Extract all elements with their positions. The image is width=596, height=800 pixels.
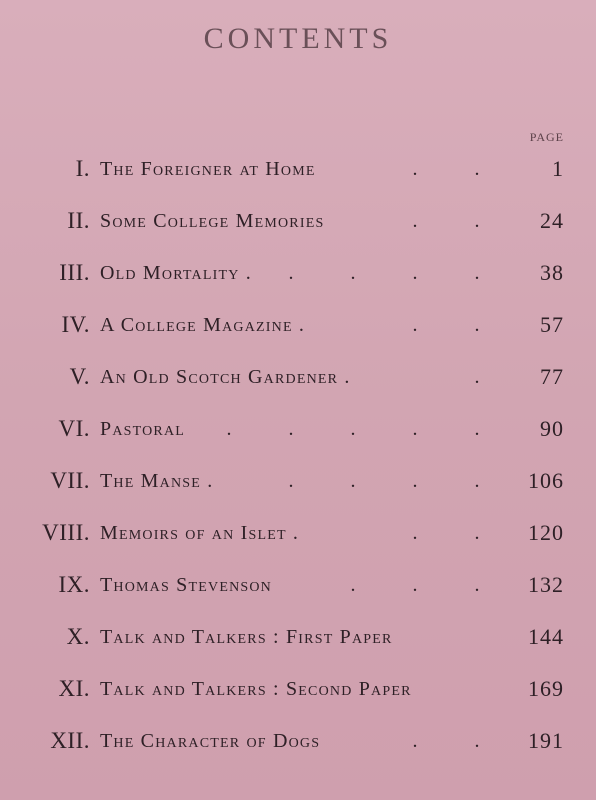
toc-entry[interactable] (0, 722, 596, 762)
page-title: CONTENTS (203, 22, 393, 55)
leader-dots: . . . . (288, 470, 480, 492)
chapter-number: XII. (50, 728, 90, 753)
leader-dots: . . (412, 522, 480, 544)
leader-dots: . . (412, 730, 480, 752)
leader-dots: . . . . . (226, 418, 480, 440)
toc-entry[interactable] (0, 514, 596, 554)
page-number: 106 (528, 468, 564, 493)
toc-entry[interactable] (0, 566, 596, 606)
page-number: 1 (552, 156, 564, 181)
chapter-title: Thomas Stevenson (100, 574, 272, 596)
toc-entry[interactable] (0, 202, 596, 242)
chapter-title: Memoirs of an Islet . (100, 522, 300, 544)
chapter-title: The Manse . (100, 470, 214, 492)
page-number: 132 (528, 572, 564, 597)
chapter-title: Talk and Talkers : First Paper (100, 626, 393, 648)
chapter-title: Old Mortality . (100, 262, 252, 284)
chapter-number: IV. (61, 312, 90, 337)
chapter-number: IX. (58, 572, 90, 597)
chapter-number: I. (75, 156, 90, 181)
chapter-number: III. (59, 260, 90, 285)
leader-dots: . . (412, 314, 480, 336)
toc-entry[interactable] (0, 150, 596, 190)
leader-dots: . (474, 366, 480, 388)
page-number: 120 (528, 520, 564, 545)
chapter-number: X. (66, 624, 90, 649)
page-number: 77 (540, 364, 564, 389)
chapter-number: II. (67, 208, 90, 233)
toc-entry[interactable] (0, 358, 596, 398)
toc-entry[interactable] (0, 462, 596, 502)
toc-entry[interactable] (0, 410, 596, 450)
chapter-title: The Character of Dogs (100, 730, 321, 752)
chapter-number: V. (69, 364, 90, 389)
page-number: 90 (540, 416, 564, 441)
toc-entry[interactable] (0, 254, 596, 294)
page-number: 191 (528, 728, 564, 753)
chapter-number: VIII. (42, 520, 90, 545)
page-number: 57 (540, 312, 564, 337)
page-number: 24 (540, 208, 564, 233)
chapter-title: A College Magazine . (100, 314, 306, 336)
chapter-title: The Foreigner at Home (100, 158, 316, 180)
toc-entry[interactable] (0, 306, 596, 346)
page-number: 144 (528, 624, 564, 649)
page-number: 169 (528, 676, 564, 701)
toc-entry[interactable] (0, 670, 596, 710)
chapter-title: Talk and Talkers : Second Paper (100, 678, 412, 700)
chapter-number: VII. (50, 468, 90, 493)
chapter-title: Some College Memories (100, 210, 325, 232)
leader-dots: . . . . (288, 262, 480, 284)
chapter-number: XI. (58, 676, 90, 701)
toc-entry[interactable] (0, 618, 596, 658)
leader-dots: . . (412, 210, 480, 232)
chapter-number: VI. (58, 416, 90, 441)
page-number: 38 (540, 260, 564, 285)
chapter-title: An Old Scotch Gardener . (100, 366, 351, 388)
leader-dots: . . . (350, 574, 480, 596)
chapter-title: Pastoral (100, 418, 186, 440)
page-column-label: PAGE (529, 130, 564, 144)
leader-dots: . . (412, 158, 480, 180)
